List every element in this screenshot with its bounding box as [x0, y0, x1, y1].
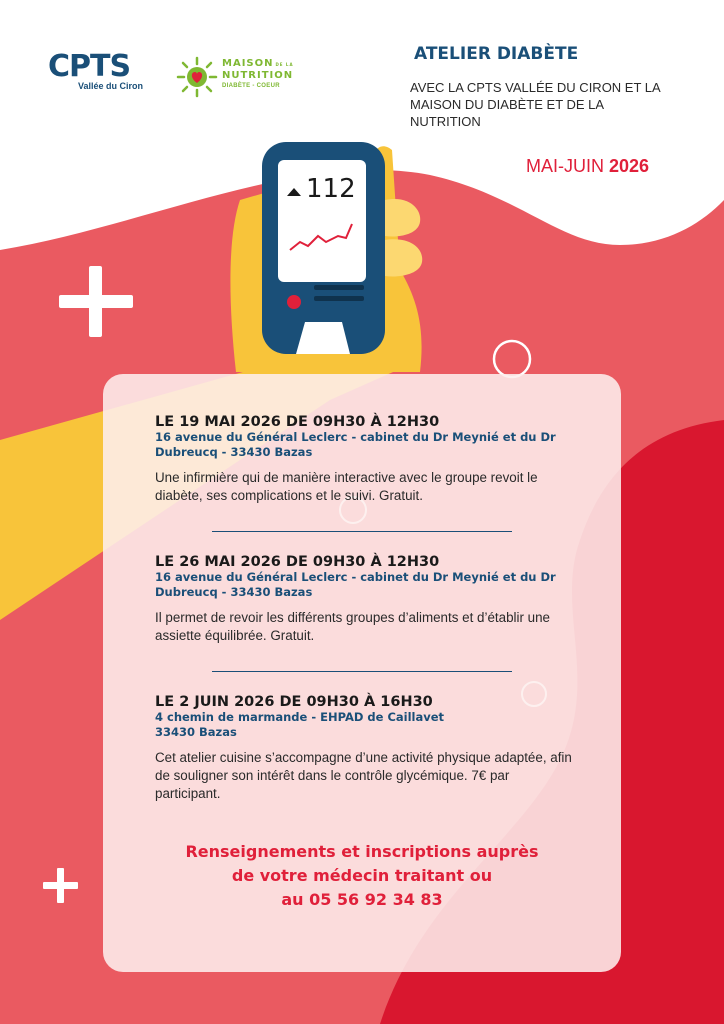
session-title: LE 26 MAI 2026 DE 09H30 À 12H30: [155, 554, 440, 570]
maison-nutrition-logo: [222, 58, 294, 89]
session-description: Cet atelier cuisine s’accompagne d’une activité physique adaptée, afin de souligner son intérêt dans le contrôle glycémique. 7€ par participant.: [155, 750, 572, 801]
session-title: LE 2 JUIN 2026 DE 09H30 À 16H30: [155, 694, 433, 710]
divider: [212, 531, 512, 532]
cpts-logo-name: CPTS: [48, 49, 131, 84]
divider: [212, 671, 512, 672]
page-subtitle: AVEC LA CPTS VALLÉE DU CIRON ET LA MAISON DU DIABÈTE ET DE LA NUTRITION: [410, 80, 660, 129]
maison-logo-line2: NUTRITION: [222, 70, 294, 81]
contact-line: de votre médecin traitant ou: [231, 866, 493, 885]
session-item: [155, 554, 575, 645]
sessions-card: [103, 374, 621, 972]
contact-line: Renseignements et inscriptions auprès: [185, 842, 539, 861]
session-item: [155, 414, 575, 505]
period-year: 2026: [609, 156, 650, 176]
session-address: 4 chemin de marmande - EHPAD de Caillavet 33430 Bazas: [155, 710, 445, 739]
session-address: 16 avenue du Général Leclerc - cabinet du Dr Meynié et du Dr Dubreucq - 33430 Bazas: [155, 570, 556, 599]
glucometer-reading: 112: [306, 174, 356, 204]
cpts-logo-subtitle: Vallée du Ciron: [78, 81, 144, 91]
contact-phone[interactable]: au 05 56 92 34 83: [281, 890, 443, 909]
maison-logo-small: DE LA: [275, 62, 294, 67]
session-title: LE 19 MAI 2026 DE 09H30 À 12H30: [155, 414, 440, 430]
sun-icon: [176, 56, 218, 98]
session-description: Une infirmière qui de manière interactive avec le groupe revoit le diabète, ses complications et le suivi. Gratuit.: [155, 470, 538, 503]
maison-logo-subtitle: DIABÈTE - COEUR: [222, 83, 280, 89]
period-month: MAI-JUIN: [526, 156, 604, 176]
session-address: 16 avenue du Général Leclerc - cabinet du Dr Meynié et du Dr Dubreucq - 33430 Bazas: [155, 430, 556, 459]
session-item: [155, 694, 575, 803]
cpts-logo: [48, 49, 148, 94]
session-description: Il permet de revoir les différents groupes d’aliments et d’établir une assiette équilibrée. Gratuit.: [155, 610, 550, 643]
maison-logo-line1: MAISON: [222, 58, 274, 69]
contact-info: [123, 840, 601, 912]
page-title: ATELIER DIABÈTE: [414, 44, 579, 64]
period-label: [526, 156, 649, 177]
